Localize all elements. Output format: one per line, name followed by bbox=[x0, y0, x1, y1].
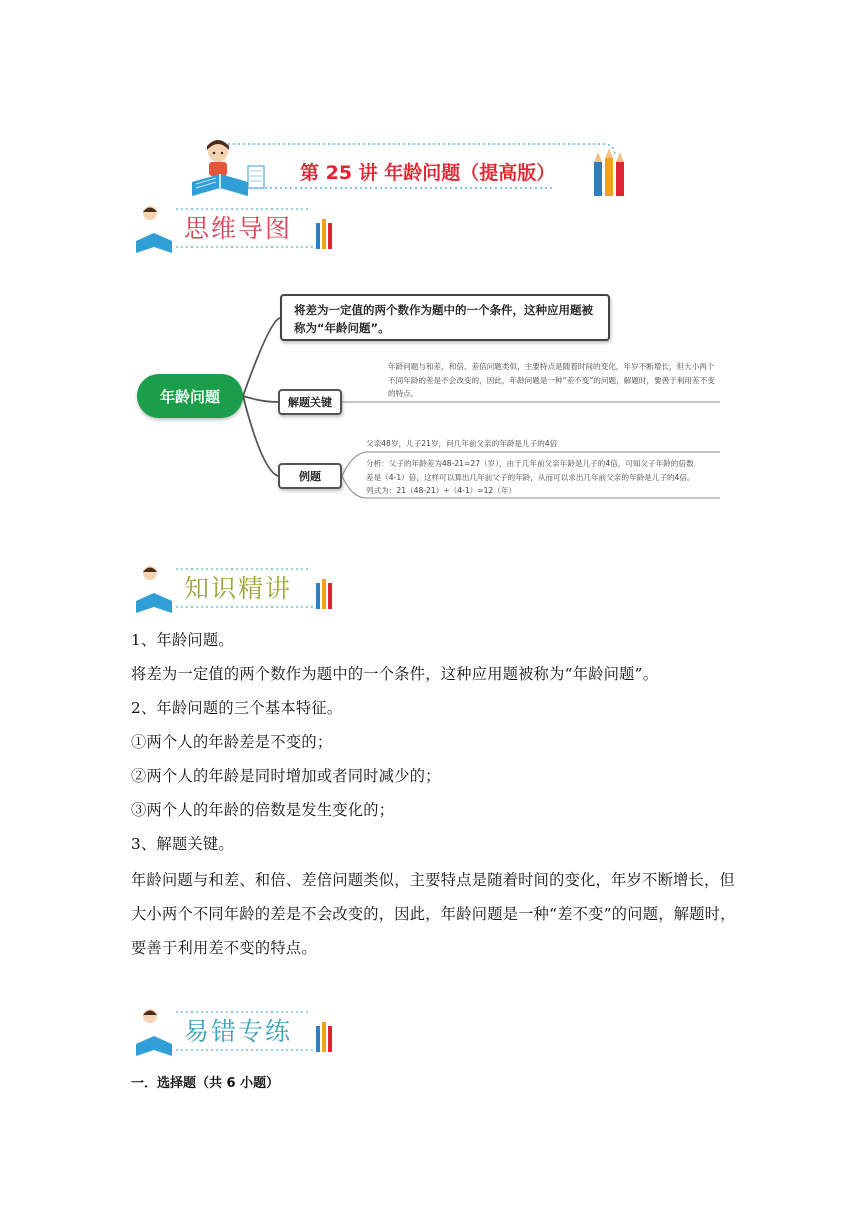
page-title: 第 25 讲 年龄问题（提高版） bbox=[300, 162, 556, 184]
section-title-text: 思维导图 bbox=[184, 214, 293, 243]
mindmap-root: 年龄问题 bbox=[137, 374, 243, 418]
knowledge-heading-1: 1、年龄问题。 bbox=[131, 631, 234, 649]
mindmap-key-text: 年龄问题与和差、和倍、差倍问题类似，主要特点是随着时间的变化，年岁不断增长，但大小两个不同年龄的差是不会改变的，因此，年龄问题是一种“差不变”的问题，解题时，要善于利用差不变的特点。 bbox=[388, 362, 715, 398]
section-header-practice bbox=[136, 1006, 336, 1058]
mindmap-example-label: 例题 bbox=[278, 463, 342, 489]
section-header-knowledge bbox=[136, 563, 336, 615]
mindmap-key-label: 解题关键 bbox=[278, 389, 342, 415]
knowledge-heading-2: 2、年龄问题的三个基本特征。 bbox=[131, 699, 343, 717]
section-title-text: 知识精讲 bbox=[184, 574, 293, 603]
section-title-text: 易错专练 bbox=[184, 1017, 293, 1046]
knowledge-heading-3: 3、解题关键。 bbox=[131, 835, 234, 853]
mindmap-example-question: 父亲48岁，儿子21岁，问几年前父亲的年龄是儿子的4倍 bbox=[366, 439, 558, 448]
knowledge-feature-2: ②两个人的年龄是同时增加或者同时减少的； bbox=[131, 767, 441, 785]
knowledge-definition: 将差为一定值的两个数作为题中的一个条件，这种应用题被称为“年龄问题”。 bbox=[131, 665, 659, 683]
knowledge-feature-3: ③两个人的年龄的倍数是发生变化的； bbox=[131, 801, 395, 819]
knowledge-feature-1: ①两个人的年龄差是不变的； bbox=[131, 733, 333, 751]
choice-section-title: 一．选择题（共 6 小题） bbox=[131, 1076, 280, 1091]
section-title bbox=[184, 1012, 292, 1048]
mindmap-example-analysis: 分析：父子的年龄差为48-21=27（岁），由于几年前父亲年龄是儿子的4倍，可知父子年龄的倍数差是（4-1）倍，这样可以算出几年前父子的年龄，从而可以求出几年前父亲的年龄是儿子的4倍。列式为：21（48-21）÷（4-1）=12（年） bbox=[366, 459, 695, 495]
mindmap-definition-box: 将差为一定值的两个数作为题中的一个条件，这种应用题被称为“年龄问题”。 bbox=[280, 294, 610, 341]
section-title bbox=[184, 569, 292, 605]
knowledge-key-paragraph: 年龄问题与和差、和倍、差倍问题类似，主要特点是随着时间的变化，年岁不断增长，但大小两个不同年龄的差是不会改变的，因此，年龄问题是一种“差不变”的问题，解题时，要善于利用差不变的特点。 bbox=[131, 871, 736, 957]
